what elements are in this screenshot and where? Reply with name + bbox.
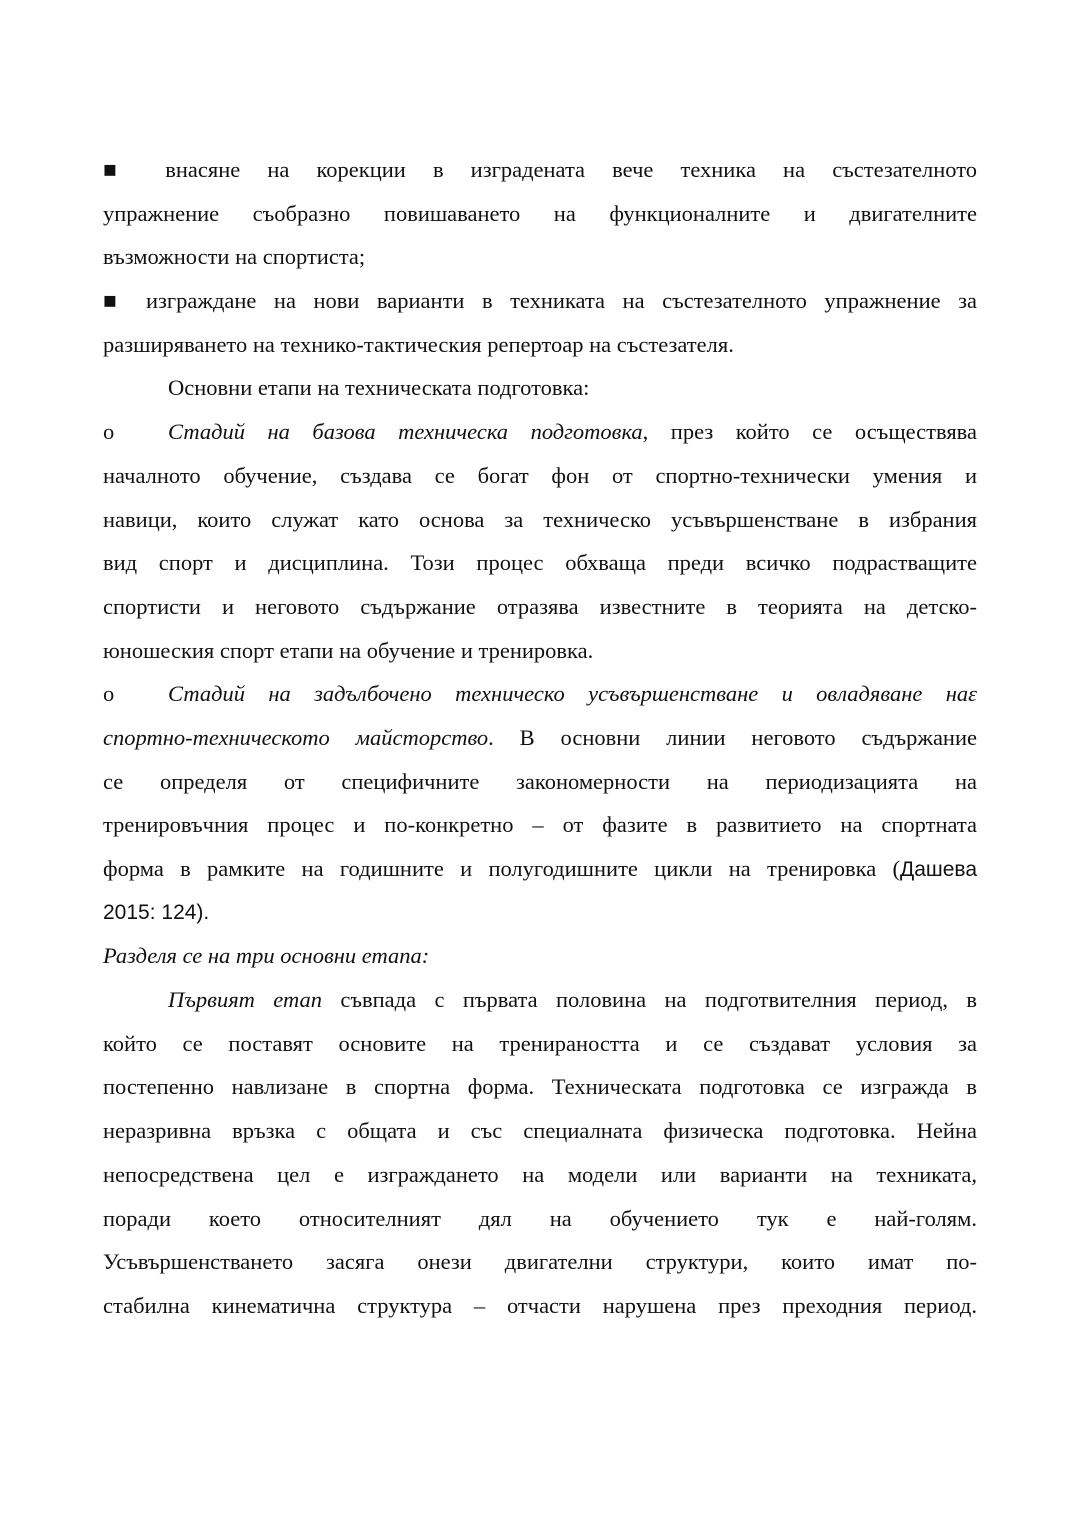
text-line: упражнение съобразно повишаването на функционалните и двигателните <box>103 200 977 226</box>
subheading: Разделя се на три основни етапа: <box>103 943 430 969</box>
text-line: неразривна връзка с общата и със специалната физическа подготовка. Нейна <box>103 1118 977 1144</box>
text-line: вид спорт и дисциплина. Този процес обхваща преди всичко подрастващите <box>103 550 977 576</box>
text-line: спортисти и неговото съдържание отразява известните в теорията на детско- <box>103 593 977 619</box>
circle-bullet-icon: o <box>103 681 115 707</box>
text-line: поради което относителният дял на обучението тук е най-голям. <box>103 1205 977 1231</box>
bullet-line-1: ■ внасяне на корекции в изградената вече техника на състезателното <box>103 157 978 182</box>
text-line: стабилна кинематична структура – отчасти нарушена през преходния период. <box>103 1292 977 1318</box>
bullet-line-2: ■ изграждане на нови варианти в техниката на състезателното упражнение за <box>103 288 977 314</box>
text-line: спортно-техническото майсторство. В основни линии неговото съдържание <box>103 724 977 750</box>
text-line: непосредствена цел е изграждането на модели или варианти на техниката, <box>103 1161 977 1187</box>
text-line: се определя от специфичните закономерности на периодизацията на <box>103 768 977 794</box>
text-line: Първият етап съвпада с първата половина на подготвителния период, в <box>168 987 977 1013</box>
text-line: навици, които служат като основа за техническо усъвършенстване в избрания <box>103 506 977 532</box>
text-line: тренировъчния процес и по-конкретно – от фазите в развитието на спортната <box>103 812 977 838</box>
text-line: Усъвършенстването засяга онези двигателни структури, които имат по- <box>103 1249 977 1275</box>
italic-term: спортно-техническото майсторство <box>103 724 489 750</box>
citation-year: 2015: 124). <box>103 900 210 924</box>
citation-author: Дашева <box>899 858 977 881</box>
square-bullet-icon: ■ <box>103 157 139 182</box>
italic-term: Стадий на базова техническа подготовка <box>168 419 643 445</box>
italic-term: Стадий на задълбочено техническо усъвършенстване и овладяване наɛ <box>168 681 977 707</box>
text-line: началното обучение, създава се богат фон от спортно-технически умения и <box>103 462 977 488</box>
text-line: разширяването на технико-тактическия репертоар на състезателя. <box>103 331 734 357</box>
square-bullet-icon: ■ <box>103 288 129 314</box>
document-page <box>103 148 977 1328</box>
circle-bullet-icon: o <box>103 419 115 445</box>
section-heading: Основни етапи на техническата подготовка: <box>168 375 590 401</box>
text-line: постепенно навлизане в спортна форма. Техническата подготовка се изгражда в <box>103 1074 977 1100</box>
text-line: възможности на спортиста; <box>103 244 366 270</box>
text-line: юношеския спорт етапи на обучение и тренировка. <box>103 637 594 663</box>
circle-bullet-line-2 <box>103 672 977 716</box>
circle-bullet-line-1: o Стадий на базова техническа подготовка, през който се осъществява <box>103 410 977 454</box>
text-line: форма в рамките на годишните и полугодишните цикли на тренировка (Дашева <box>103 856 977 881</box>
text-line: който се поставят основите на тренираността и се създават условия за <box>103 1030 977 1056</box>
italic-term: Първият етап <box>168 987 322 1013</box>
